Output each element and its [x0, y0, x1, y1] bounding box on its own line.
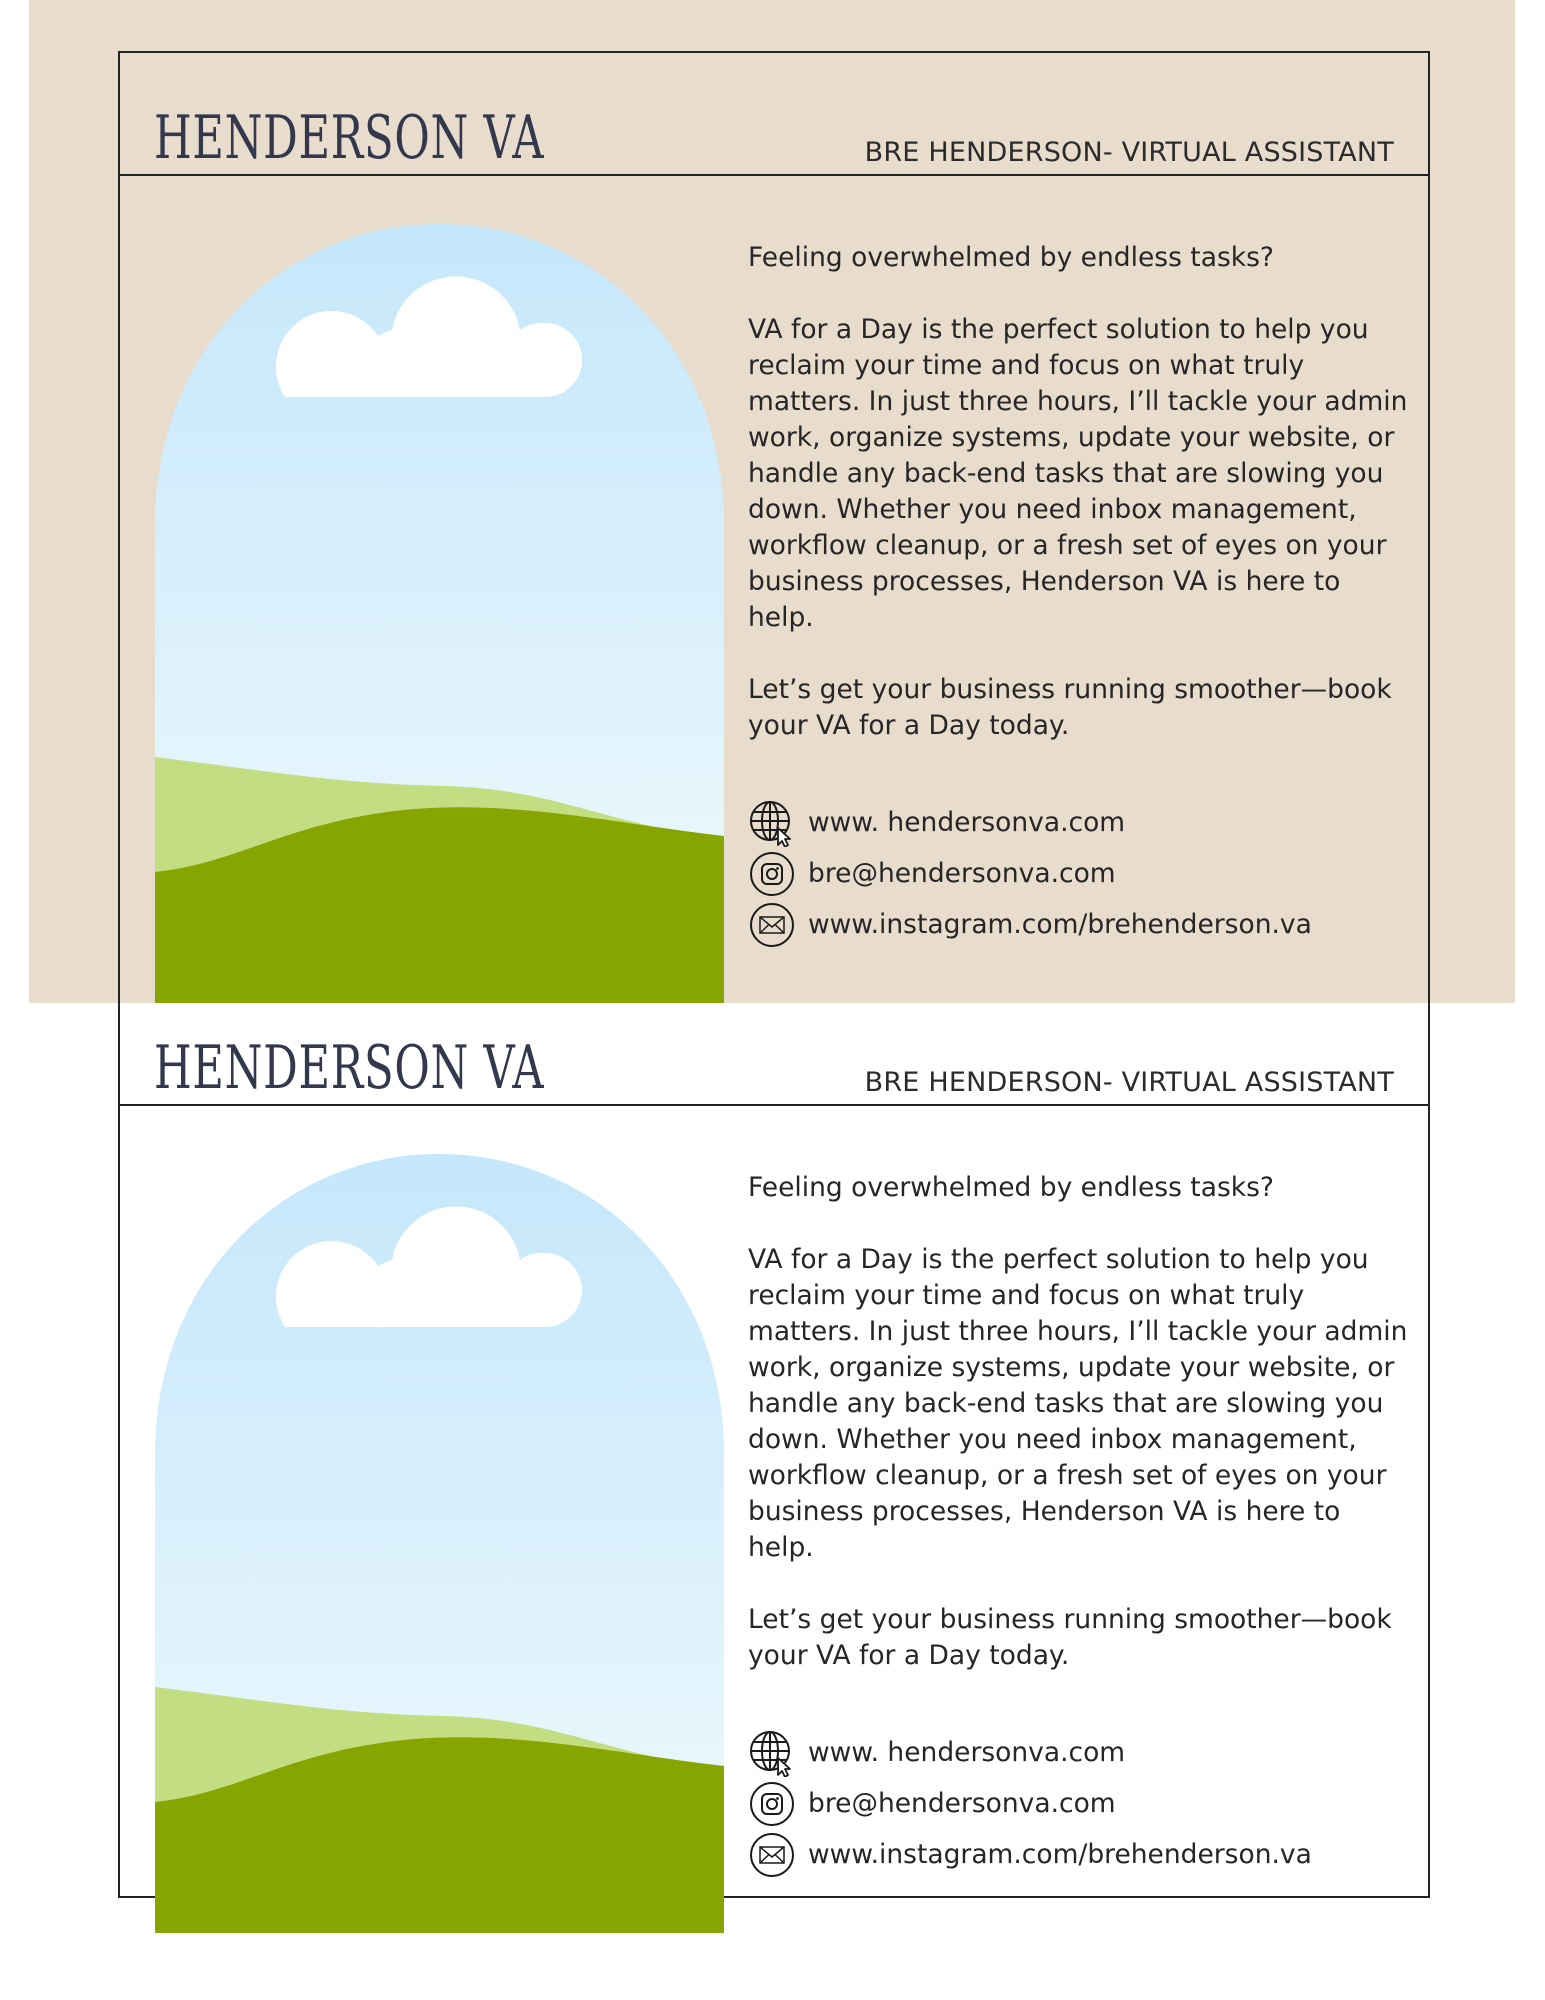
contact-website-text: www. hendersonva.com: [808, 806, 1126, 838]
contact-instagram[interactable]: [748, 899, 1312, 950]
instagram-icon: [748, 1780, 796, 1828]
contact-email[interactable]: [748, 1778, 1312, 1829]
arch-landscape-illustration: [155, 1154, 724, 1933]
brand-logo-text: HENDERSON VA: [154, 1033, 545, 1103]
description-block: [748, 240, 1408, 780]
headline: Feeling overwhelmed by endless tasks?: [748, 1172, 1274, 1203]
arch-landscape-illustration: [155, 224, 724, 1003]
contact-email-text: bre@hendersonva.com: [808, 857, 1116, 889]
call-to-action: Let’s get your business running smoother—book your VA for a Day today.: [748, 674, 1392, 741]
envelope-icon: [748, 901, 796, 949]
contact-website[interactable]: [748, 1727, 1312, 1778]
description-block: [748, 1170, 1408, 1710]
globe-cursor-icon: [748, 1729, 796, 1777]
contact-instagram[interactable]: [748, 1829, 1312, 1880]
contact-email[interactable]: [748, 848, 1312, 899]
envelope-icon: [748, 1831, 796, 1879]
brand-logo-text: HENDERSON VA: [154, 103, 545, 173]
subtitle: BRE HENDERSON- VIRTUAL ASSISTANT: [864, 1067, 1394, 1098]
header-divider: [118, 1104, 1430, 1106]
contact-website-text: www. hendersonva.com: [808, 1736, 1126, 1768]
contact-list: [748, 1727, 1312, 1880]
contact-instagram-text: www.instagram.com/brehenderson.va: [808, 1838, 1312, 1870]
call-to-action: Let’s get your business running smoother—book your VA for a Day today.: [748, 1604, 1392, 1671]
contact-list: [748, 797, 1312, 950]
instagram-icon: [748, 850, 796, 898]
flyer-card-bottom: [0, 981, 1545, 1911]
headline: Feeling overwhelmed by endless tasks?: [748, 242, 1274, 273]
flyer-card-top: [0, 51, 1545, 981]
contact-email-text: bre@hendersonva.com: [808, 1787, 1116, 1819]
subtitle: BRE HENDERSON- VIRTUAL ASSISTANT: [864, 137, 1394, 168]
body-text: VA for a Day is the perfect solution to help you reclaim your time and focus on what truly matters. In just three hours, I’ll tackle your admin work, organize systems, update your website, or handle any back-end tasks that are slowing you down. Whether you need inbox management, workflow cleanup, or a fresh set of eyes on your business processes, Henderson VA is here to help.: [748, 1244, 1408, 1563]
globe-cursor-icon: [748, 799, 796, 847]
contact-instagram-text: www.instagram.com/brehenderson.va: [808, 908, 1312, 940]
header-divider: [118, 174, 1430, 176]
body-text: VA for a Day is the perfect solution to help you reclaim your time and focus on what truly matters. In just three hours, I’ll tackle your admin work, organize systems, update your website, or handle any back-end tasks that are slowing you down. Whether you need inbox management, workflow cleanup, or a fresh set of eyes on your business processes, Henderson VA is here to help.: [748, 314, 1408, 633]
contact-website[interactable]: [748, 797, 1312, 848]
